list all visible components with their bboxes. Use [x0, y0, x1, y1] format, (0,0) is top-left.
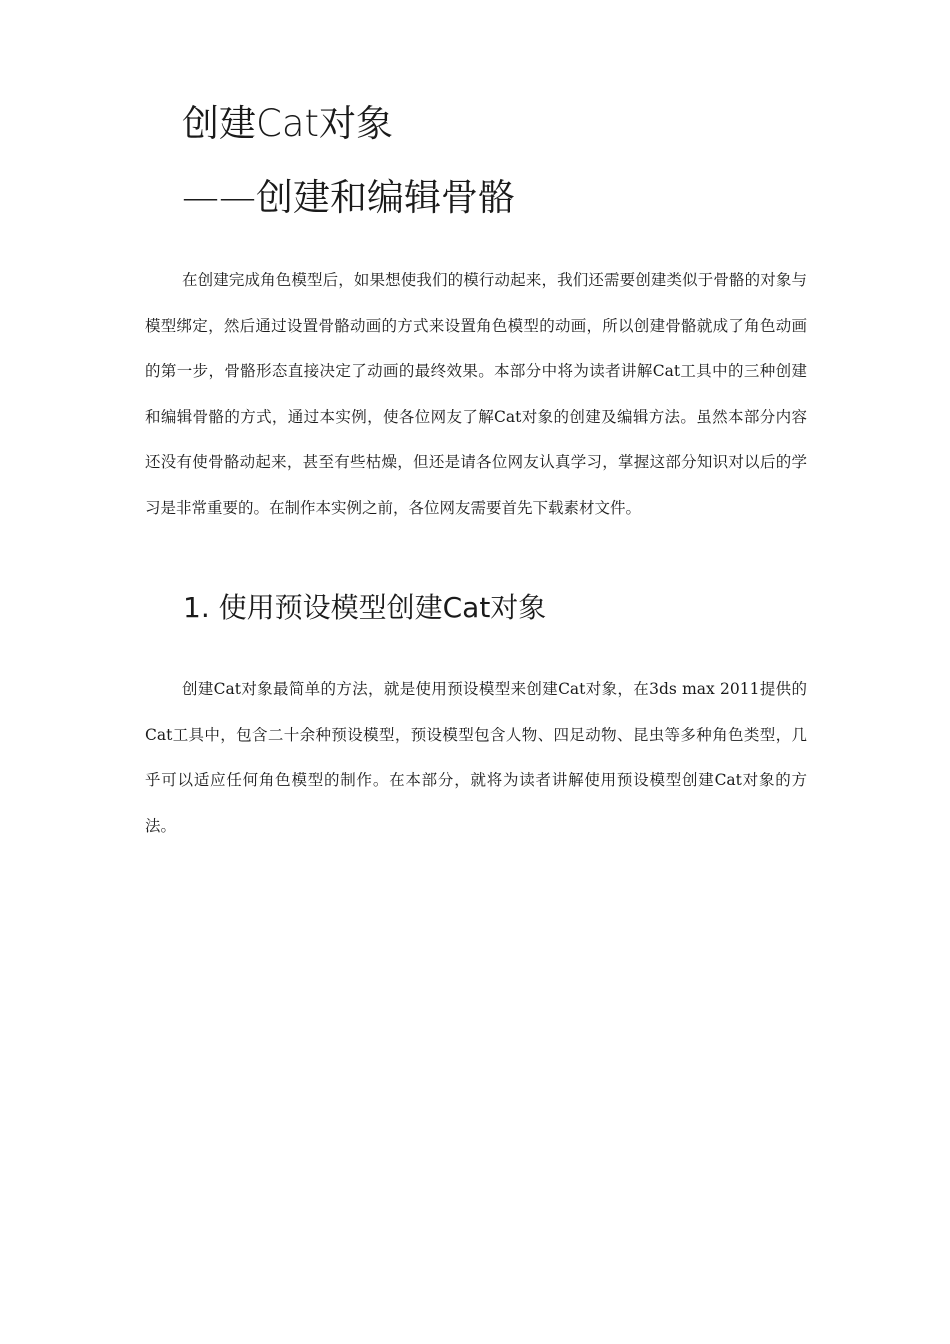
section-paragraph: 创建Cat对象最简单的方法，就是使用预设模型来创建Cat对象，在3ds max 2011提供的Cat工具中，包含二十余种预设模型，预设模型包含人物、四足动物、昆虫等多种角色类型，几乎可以适应任何角色模型的制作。在本部分，就将为读者讲解使用预设模型创建Cat对象的方法。: [145, 680, 807, 835]
section-heading: 1. 使用预设模型创建Cat对象: [183, 591, 547, 624]
intro-paragraph: 在创建完成角色模型后，如果想使我们的模行动起来，我们还需要创建类似于骨骼的对象与模型绑定，然后通过设置骨骼动画的方式来设置角色模型的动画，所以创建骨骼就成了角色动画的第一步，骨骼形态直接决定了动画的最终效果。本部分中将为读者讲解Cat工具中的三种创建和编辑骨骼的方式，通过本实例，使各位网友了解Cat对象的创建及编辑方法。虽然本部分内容还没有使骨骼动起来，甚至有些枯燥，但还是请各位网友认真学习，掌握这部分知识对以后的学习是非常重要的。在制作本实例之前，各位网友需要首先下载素材文件。: [145, 271, 807, 517]
document-title: 创建Cat对象: [182, 102, 394, 145]
document-subtitle: ——创建和编辑骨骼: [182, 176, 515, 219]
